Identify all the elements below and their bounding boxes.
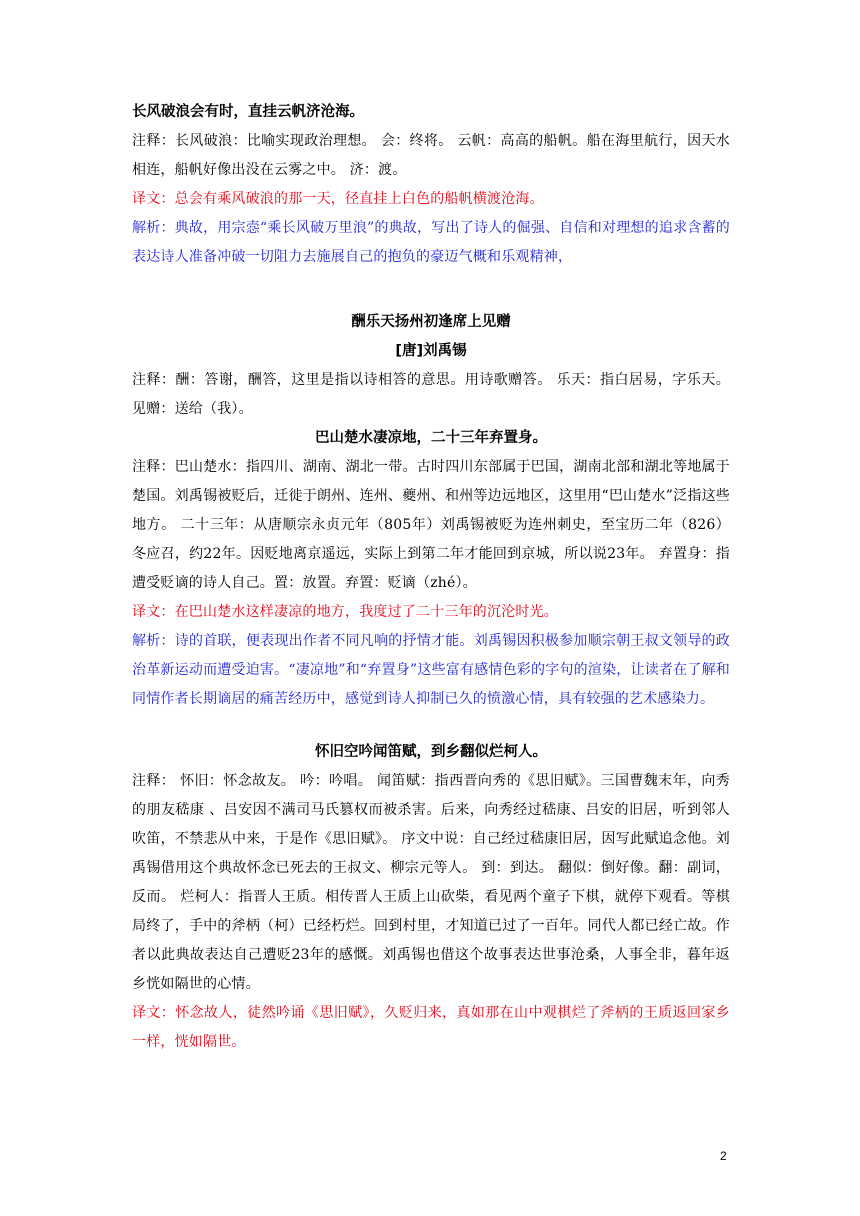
title-annotation: 注释：酬：答谢，酬答，这里是指以诗相答的意思。用诗歌赠答。 乐天：指白居易，字乐天。 见赠：送给（我）。 xyxy=(132,372,730,417)
verse-heading-3: 怀旧空吟闻笛赋，到乡翻似烂柯人。 xyxy=(315,744,547,760)
spacer xyxy=(132,714,730,738)
translation-3: 译文：怀念故人，徒然吟诵《思旧赋》，久贬归来，真如那在山中观棋烂了斧柄的王质返回家乡一样，恍如隔世。 xyxy=(132,1005,730,1050)
spacer xyxy=(132,272,730,308)
annotation-2: 注释：巴山楚水：指四川、湖南、湖北一带。古时四川东部属于巴国，湖南北部和湖北等地属于楚国。刘禹锡被贬后，迁徙于朗州、连州、夔州、和州等边远地区，这里用“巴山楚水”泛指这些地方。 二十三年：从唐顺宗永贞元年（805年）刘禹锡被贬为连州刺史，至宝历二年（826）冬应召，约22年。因贬地离京遥远，实际上到第二年才能回到京城，所以说23年。 弃置身：指遭受贬谪的诗人自己。置：放置。弃置：贬谪（zhé）。 xyxy=(132,459,730,591)
page-content xyxy=(132,98,730,1057)
verse-heading-1: 长风破浪会有时，直挂云帆济沧海。 xyxy=(132,104,364,120)
translation-1: 译文：总会有乘风破浪的那一天，径直挂上白色的船帆横渡沧海。 xyxy=(132,191,544,207)
poem-author: [唐]刘禹锡 xyxy=(395,343,467,359)
annotation-1: 注释：长风破浪：比喻实现政治理想。 会：终将。 云帆：高高的船帆。船在海里航行，因天水相连，船帆好像出没在云雾之中。 济：渡。 xyxy=(132,133,730,178)
page-number: 2 xyxy=(720,1149,727,1163)
poem-title: 酬乐天扬州初逢席上见赠 xyxy=(351,314,511,330)
translation-2: 译文：在巴山楚水这样凄凉的地方，我度过了二十三年的沉沦时光。 xyxy=(132,604,558,620)
annotation-3: 注释： 怀旧：怀念故友。 吟：吟唱。 闻笛赋：指西晋向秀的《思旧赋》。三国曹魏末年，向秀的朋友嵇康 、吕安因不满司马氏篡权而被杀害。后来，向秀经过嵇康、吕安的旧居，听到邻人吹笛，不禁悲从中来，于是作《思旧赋》。 序文中说：自己经过嵇康旧居，因写此赋追念他。刘禹锡借用这个典故怀念已死去的王叔文、柳宗元等人。 到：到达。 翻似：倒好像。翻：副词，反而。 烂柯人：指晋人王质。相传晋人王质上山砍柴，看见两个童子下棋，就停下观看。等棋局终了，手中的斧柄（柯）已经朽烂。回到村里，才知道已过了一百年。同代人都已经亡故。作者以此典故表达自己遭贬23年的感慨。刘禹锡也借这个故事表达世事沧桑，人事全非，暮年返乡恍如隔世的心情。 xyxy=(132,773,730,992)
analysis-1: 解析：典故，用宗悫“乘长风破万里浪”的典故，写出了诗人的倔强、自信和对理想的追求含蓄的表达诗人准备冲破一切阻力去施展自己的抱负的豪迈气概和乐观精神， xyxy=(132,220,730,265)
analysis-2: 解析：诗的首联，便表现出作者不同凡响的抒情才能。刘禹锡因积极参加顺宗朝王叔文领导的政治革新运动而遭受迫害。“凄凉地”和“弃置身”这些富有感情色彩的字句的渲染，让读者在了解和同情作者长期谪居的痛苦经历中，感觉到诗人抑制已久的愤激心情，具有较强的艺术感染力。 xyxy=(132,633,730,707)
verse-heading-2: 巴山楚水凄凉地，二十三年弃置身。 xyxy=(315,430,547,446)
